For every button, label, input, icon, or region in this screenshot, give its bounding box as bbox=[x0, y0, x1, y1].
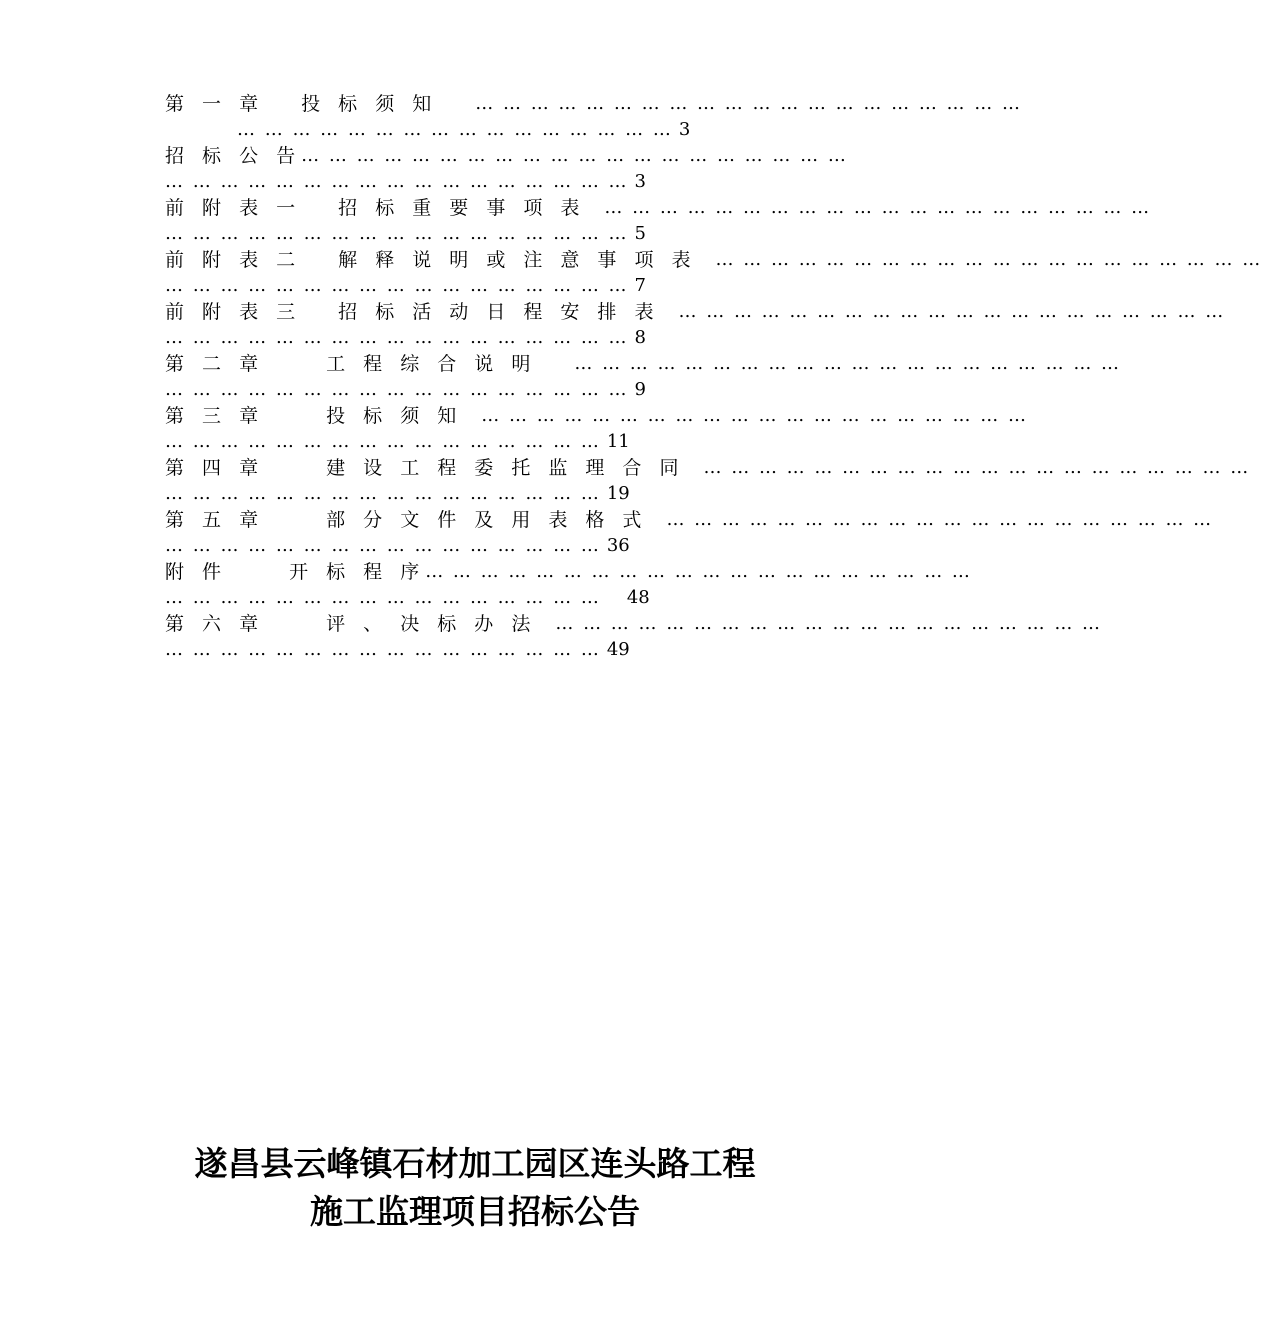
toc-entry[interactable] bbox=[165, 246, 1262, 298]
toc-leader-dots: … … … … … … … … … … … … … … … … bbox=[165, 483, 601, 504]
toc-leader-dots: … … … … … … … … … … … … … … … … bbox=[165, 587, 601, 608]
toc-entry-title: 前 附 表 一 招 标 重 要 事 项 表 bbox=[165, 197, 586, 219]
toc-leader-dots: … … … … … … … … … … … … … … … … … … … … bbox=[555, 613, 1103, 634]
toc-leader-dots: … … … … … … … … … … … … … … … … … … … … bbox=[301, 145, 848, 166]
toc-entry[interactable] bbox=[165, 610, 1103, 662]
toc-page-number: 19 bbox=[606, 483, 630, 504]
toc-leader-dots: … … … … … … … … … … … … … … … … bbox=[237, 119, 673, 140]
toc-leader-dots: … … … … … … … … … … … … … … … … … … … … bbox=[678, 301, 1226, 322]
toc-leader-dots: … … … … … … … … … … … … … … … … bbox=[165, 431, 601, 452]
table-of-contents bbox=[165, 90, 1262, 662]
toc-entry-title: 第 三 章 投 标 须 知 bbox=[165, 405, 463, 427]
toc-entry[interactable] bbox=[165, 298, 1226, 350]
toc-entry-gap bbox=[585, 194, 604, 222]
toc-entry-title: 前 附 表 三 招 标 活 动 日 程 安 排 表 bbox=[165, 301, 660, 323]
toc-entry-title: 第 六 章 评 、 决 标 办 法 bbox=[165, 613, 537, 635]
toc-entry-gap bbox=[437, 90, 475, 118]
toc-entry-gap bbox=[684, 454, 703, 482]
toc-leader-dots: … … … … … … … … … … … … … … … … … … … … bbox=[574, 353, 1122, 374]
toc-leader-dots: … … … … … … … … … … … … … … … … … bbox=[165, 171, 629, 192]
toc-entry[interactable] bbox=[165, 142, 848, 194]
toc-entry-gap bbox=[659, 298, 678, 326]
toc-entry-title: 前 附 表 二 解 释 说 明 或 注 意 事 项 表 bbox=[165, 249, 697, 271]
toc-entry-title: 招 标 公 告 bbox=[165, 145, 302, 167]
toc-page-number: 3 bbox=[634, 171, 646, 192]
toc-leader-dots: … … … … … … … … … … … … … … … … bbox=[165, 535, 601, 556]
toc-entry-gap bbox=[697, 246, 716, 274]
document-title-line-2: 施工监理项目招标公告 bbox=[310, 1192, 640, 1231]
toc-entry-title: 附 件 开 标 程 序 bbox=[165, 561, 426, 583]
toc-leader-dots: … … … … … … … … … … … … … … … … … … … … bbox=[604, 197, 1152, 218]
toc-entry-gap bbox=[462, 402, 481, 430]
toc-page-number: 5 bbox=[634, 223, 646, 244]
toc-leader-dots: … … … … … … … … … … … … … … … … … bbox=[165, 275, 629, 296]
toc-entry-title: 第 一 章 投 标 须 知 bbox=[165, 93, 438, 115]
toc-entry-gap bbox=[647, 506, 666, 534]
toc-page-number: 3 bbox=[678, 119, 691, 140]
toc-entry-title: 第 四 章 建 设 工 程 委 托 监 理 合 同 bbox=[165, 457, 685, 479]
toc-entry[interactable] bbox=[165, 350, 1122, 402]
toc-leader-dots: … … … … … … … … … … … … … … … … … bbox=[165, 223, 629, 244]
toc-leader-dots: … … … … … … … … … … … … … … … … … bbox=[165, 379, 629, 400]
toc-leader-dots: … … … … … … … … … … … … … … … … … … … … bbox=[703, 457, 1251, 478]
toc-page-number: 7 bbox=[634, 275, 646, 296]
toc-entry[interactable] bbox=[165, 506, 1214, 558]
toc-entry[interactable] bbox=[165, 194, 1152, 246]
toc-leader-dots: … … … … … … … … … … … … … … … … … … … … bbox=[425, 561, 972, 582]
toc-entry-title: 第 二 章 工 程 综 合 说 明 bbox=[165, 353, 537, 375]
toc-page-number: 9 bbox=[634, 379, 646, 400]
toc-leader-dots: … … … … … … … … … … … … … … … … … bbox=[165, 327, 629, 348]
document-title-line-1: 遂昌县云峰镇石材加工园区连头路工程 bbox=[194, 1144, 756, 1183]
toc-entry[interactable] bbox=[165, 90, 1022, 142]
toc-leader-dots: … … … … … … … … … … … … … … … … … … … … bbox=[715, 249, 1262, 270]
toc-page-number: 48 bbox=[626, 587, 650, 608]
toc-leader-dots: … … … … … … … … … … … … … … … … bbox=[165, 639, 601, 660]
toc-entry[interactable] bbox=[165, 454, 1251, 506]
toc-entry[interactable] bbox=[165, 402, 1028, 454]
toc-leader-dots: … … … … … … … … … … … … … … … … … … … … bbox=[666, 509, 1214, 530]
toc-page-number: 36 bbox=[606, 535, 630, 556]
toc-entry-gap bbox=[536, 350, 574, 378]
toc-entry[interactable] bbox=[165, 558, 972, 610]
toc-page-number: 11 bbox=[606, 431, 630, 452]
toc-leader-dots: … … … … … … … … … … … … … … … … … … … … bbox=[481, 405, 1028, 426]
toc-entry-title: 第 五 章 部 分 文 件 及 用 表 格 式 bbox=[165, 509, 648, 531]
toc-page-number: 8 bbox=[634, 327, 646, 348]
toc-leader-dots: … … … … … … … … … … … … … … … … … … … … bbox=[475, 93, 1022, 114]
toc-page-number: 49 bbox=[606, 639, 630, 660]
toc-entry-gap bbox=[536, 610, 555, 638]
